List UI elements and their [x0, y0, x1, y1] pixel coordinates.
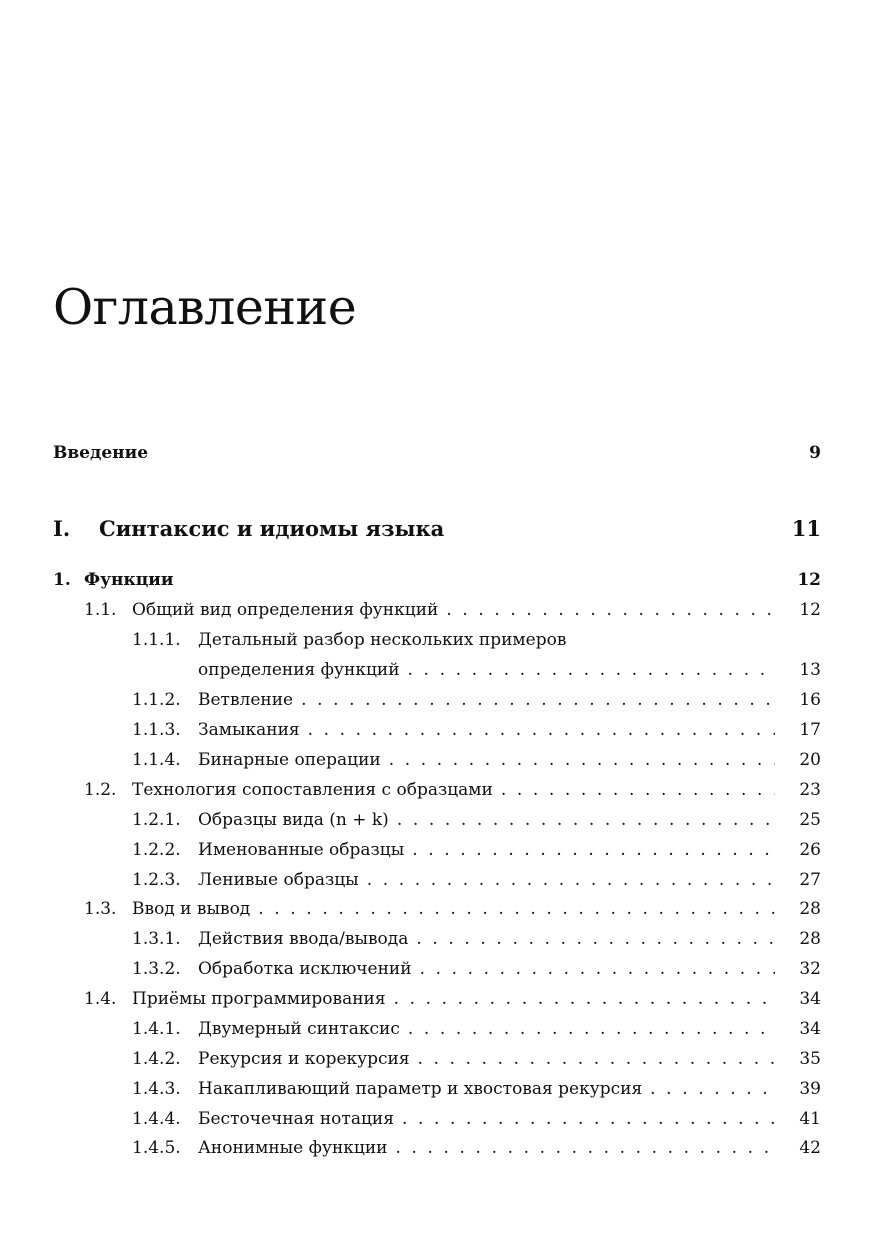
toc-chapter[interactable] — [53, 565, 821, 595]
toc-number: 1.2. — [84, 780, 117, 800]
toc-entry[interactable] — [53, 835, 821, 865]
toc-page-number: 9 — [809, 443, 821, 463]
toc-number: 1.2.1. — [132, 810, 181, 830]
toc-entry[interactable] — [53, 894, 821, 924]
toc-page-number: 42 — [799, 1138, 821, 1158]
toc-page-number: 39 — [799, 1079, 821, 1099]
toc-label: Функции — [84, 570, 174, 590]
toc-page-number: 28 — [799, 899, 821, 919]
toc-number: I. — [53, 516, 71, 541]
toc-number: 1.3.2. — [132, 959, 181, 979]
toc-page-number: 34 — [799, 1019, 821, 1039]
toc-entry[interactable] — [53, 1133, 821, 1163]
toc-page-number: 12 — [797, 570, 821, 590]
toc-label: Синтаксис и идиомы языка — [99, 516, 445, 541]
toc-label: Замыкания . . . — [198, 715, 775, 745]
toc-page-number: 23 — [799, 780, 821, 800]
toc-entry-continuation[interactable] — [53, 655, 821, 685]
toc-entry[interactable] — [53, 1104, 821, 1134]
toc-entry[interactable] — [53, 745, 821, 775]
toc-number: 1.4.5. — [132, 1138, 181, 1158]
toc-label: Общий вид определения функций . . . — [132, 595, 775, 625]
toc-label: Ленивые образцы . . . — [198, 865, 775, 895]
toc-label: Действия ввода/вывода . . . — [198, 924, 775, 954]
toc-entry[interactable] — [53, 775, 821, 805]
toc-entry[interactable] — [53, 1014, 821, 1044]
toc-number: 1.1.4. — [132, 750, 181, 770]
toc-label: Рекурсия и корекурсия . . . — [198, 1044, 775, 1074]
toc-entry[interactable] — [53, 1074, 821, 1104]
toc-page-number: 32 — [799, 959, 821, 979]
toc-label: Образцы вида (n + k) . . . — [198, 805, 775, 835]
toc-entry[interactable] — [53, 625, 821, 655]
toc-page-number: 17 — [799, 720, 821, 740]
toc-entry[interactable] — [53, 595, 821, 625]
toc-number: 1.4.4. — [132, 1109, 181, 1129]
toc-entry[interactable] — [53, 715, 821, 745]
toc-number: 1. — [53, 570, 71, 590]
toc-part[interactable] — [53, 511, 821, 547]
toc-number: 1.1. — [84, 600, 117, 620]
toc-label: Анонимные функции . . . — [198, 1133, 775, 1163]
toc-number: 1.2.2. — [132, 840, 181, 860]
toc-page-number: 25 — [799, 810, 821, 830]
toc-label: Приёмы программирования . . . — [132, 984, 775, 1014]
toc-label: Двумерный синтаксис . . . — [198, 1014, 775, 1044]
toc-entry[interactable] — [53, 924, 821, 954]
toc-number: 1.4.3. — [132, 1079, 181, 1099]
toc-entry[interactable] — [53, 1044, 821, 1074]
toc-number: 1.4.1. — [132, 1019, 181, 1039]
toc-page-number: 13 — [799, 660, 821, 680]
toc-label: определения функций . . . — [198, 655, 775, 685]
toc-label: Обработка исключений . . . — [198, 954, 775, 984]
toc-label: Накапливающий параметр и хвостовая рекурсия . . . — [198, 1074, 775, 1104]
toc-label: Именованные образцы . . . — [198, 835, 775, 865]
toc-number: 1.3. — [84, 899, 117, 919]
toc-intro[interactable] — [53, 438, 821, 468]
toc-label: Технология сопоставления с образцами . . . — [132, 775, 775, 805]
toc-label: Бесточечная нотация . . . — [198, 1104, 775, 1134]
toc-number: 1.1.2. — [132, 690, 181, 710]
toc-number: 1.4. — [84, 989, 117, 1009]
toc-entry[interactable] — [53, 984, 821, 1014]
toc-entry[interactable] — [53, 805, 821, 835]
toc-entry[interactable] — [53, 685, 821, 715]
toc-page-number: 11 — [791, 516, 821, 541]
toc-page-number: 20 — [799, 750, 821, 770]
toc-page-number: 26 — [799, 840, 821, 860]
toc-page-number: 35 — [799, 1049, 821, 1069]
toc-label: Детальный разбор нескольких примеров — [198, 630, 567, 650]
toc-label: Введение — [53, 443, 149, 463]
toc-label: Бинарные операции . . . — [198, 745, 775, 775]
page-title: Оглавление — [53, 279, 357, 336]
toc-page-number: 27 — [799, 870, 821, 890]
toc-page-number: 16 — [799, 690, 821, 710]
toc-page-number: 34 — [799, 989, 821, 1009]
toc-label: Ветвление . . . — [198, 685, 775, 715]
toc-number: 1.1.1. — [132, 630, 181, 650]
toc-number: 1.2.3. — [132, 870, 181, 890]
toc-entry[interactable] — [53, 954, 821, 984]
toc-label: Ввод и вывод . . . — [132, 894, 775, 924]
toc-page-number: 41 — [799, 1109, 821, 1129]
toc-page-number: 28 — [799, 929, 821, 949]
toc-number: 1.3.1. — [132, 929, 181, 949]
toc-number: 1.1.3. — [132, 720, 181, 740]
toc-page — [53, 0, 821, 1241]
toc-entry[interactable] — [53, 865, 821, 895]
toc-page-number: 12 — [799, 600, 821, 620]
toc-number: 1.4.2. — [132, 1049, 181, 1069]
